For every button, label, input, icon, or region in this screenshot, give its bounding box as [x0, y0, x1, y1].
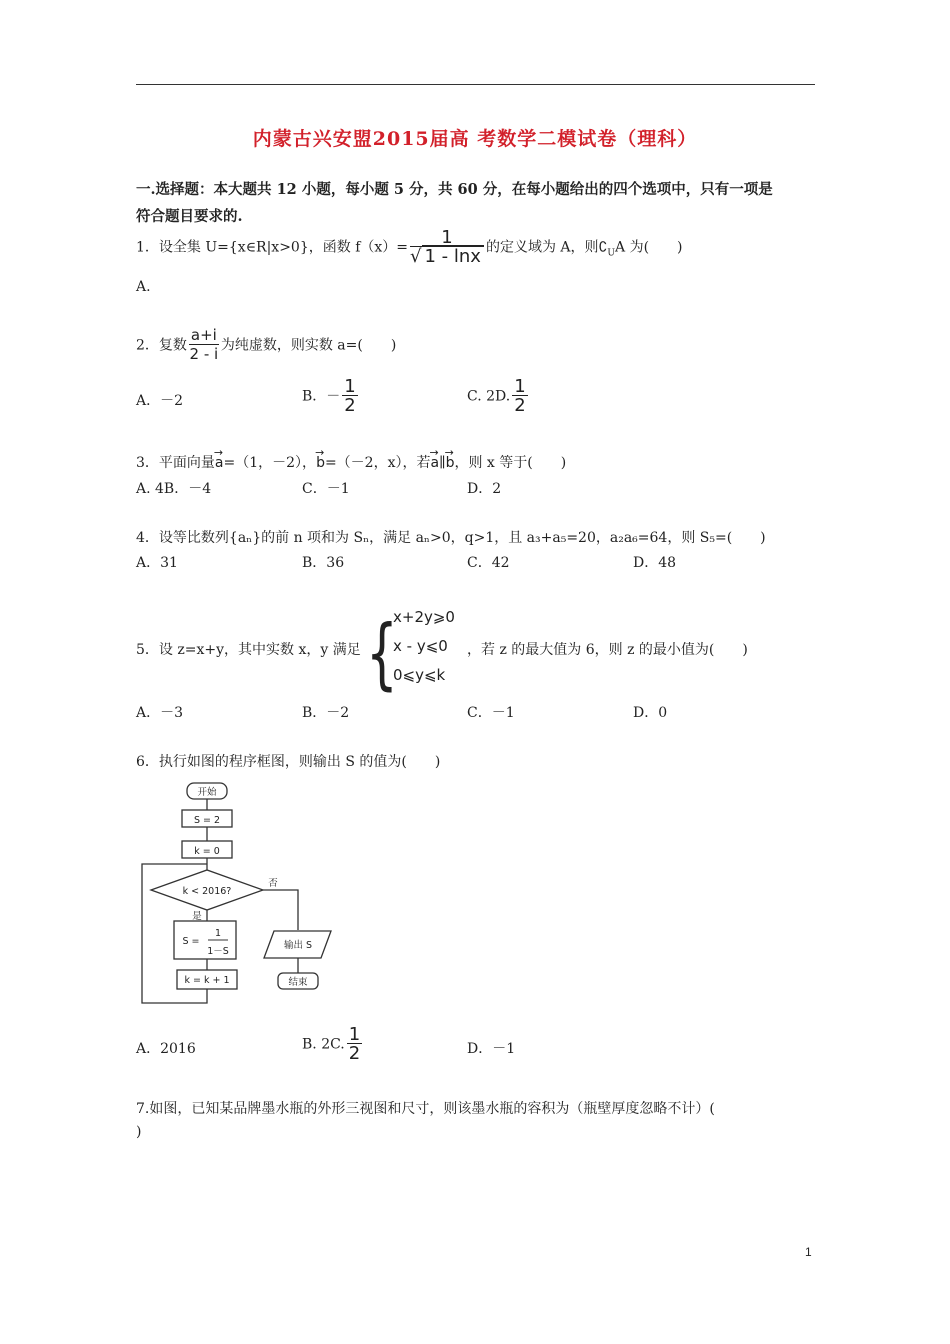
q3-vector-a: → a	[215, 455, 224, 471]
q2-option-cd-label: C. 2D.	[467, 388, 511, 405]
flow-assign-label: S =	[182, 936, 200, 947]
q6-option-c-num: 1	[348, 1024, 361, 1045]
flow-inc-label: k = k + 1	[184, 975, 230, 986]
q2-fraction	[189, 327, 219, 364]
q5-option-c: C．－1	[467, 705, 515, 721]
q2-option-b-den: 2	[344, 395, 356, 416]
section-heading-line2: 符合题目要求的.	[136, 208, 243, 225]
q2-stem-post: 为纯虚数，则实数 a=( )	[220, 337, 397, 354]
q5-brace: {	[366, 608, 398, 699]
q5-option-a: A．－3	[136, 705, 184, 721]
q6-option-a: A．2016	[136, 1041, 196, 1057]
q6-option-bc-label: B. 2C.	[302, 1036, 345, 1053]
flow-no-label: 否	[268, 878, 278, 889]
q4-option-d: D．48	[633, 555, 677, 571]
q2-stem-pre: 2．复数	[136, 337, 187, 354]
header-rule	[136, 84, 815, 85]
q3-vector-a-2: → a	[431, 455, 440, 471]
q1-stem-pre: 1．设全集 U={x∈R|x>0}，函数 f（x）=	[136, 239, 409, 256]
q2-option-b-num: 1	[344, 376, 356, 397]
q6-option-bc	[302, 1026, 364, 1063]
flow-yes-label: 是	[192, 911, 202, 922]
q3-vector-b: → b	[316, 455, 325, 471]
q6-option-c-fraction	[347, 1026, 362, 1063]
q1-stem-post: 的定义域为 A，则∁	[485, 239, 608, 256]
q2-frac-numerator: a+i	[190, 326, 217, 344]
flow-output-label: 输出 S	[283, 940, 313, 951]
q3-option-c: C．－1	[302, 481, 350, 497]
q5-constraint-1: x+2y⩾0	[393, 608, 455, 626]
q2-option-b-fraction	[342, 378, 357, 415]
q6-option-c-den: 2	[348, 1043, 361, 1064]
flowchart	[136, 778, 356, 1014]
q3-stem-part1: 3．平面向量	[136, 455, 215, 471]
q5-constraint-2: x - y⩽0	[393, 637, 448, 655]
flow-condition-label: k < 2016?	[182, 886, 232, 897]
flow-s-label: S = 2	[193, 815, 221, 826]
q5-stem-post: ，若 z 的最大值为 6，则 z 的最小值为( )	[467, 642, 748, 658]
question-2	[136, 327, 396, 364]
q2-option-d-num: 1	[514, 376, 526, 397]
q3-option-d: D．2	[467, 481, 502, 497]
q5-option-d: D．0	[633, 705, 668, 721]
q5-constraint-3: 0⩽y⩽k	[393, 666, 446, 684]
q5-stem-pre: 5．设 z=x+y，其中实数 x，y 满足	[136, 642, 361, 658]
q3-parallel: ∥	[439, 455, 446, 471]
page-title: 内蒙古兴安盟2015届高 考数学二模试卷（理科）	[252, 128, 698, 150]
q2-option-b-label: B．－	[302, 388, 341, 405]
question-6: 6．执行如图的程序框图，则输出 S 的值为( )	[136, 754, 441, 770]
q2-option-d-fraction	[512, 378, 527, 415]
flow-k-label: k = 0	[194, 846, 220, 857]
q2-option-b	[302, 378, 360, 415]
flow-assign-den: 1－S	[207, 946, 229, 957]
question-7-line1: 7.如图，已知某品牌墨水瓶的外形三视图和尺寸，则该墨水瓶的容积为（瓶壁厚度忽略不计）(	[136, 1101, 715, 1117]
q1-subscript: U	[607, 248, 616, 259]
q4-option-a: A．31	[136, 555, 178, 571]
q6-option-d: D．－1	[467, 1041, 516, 1057]
q1-fraction: $\frac{1}{√ 1 - \ln x}$	[410, 229, 484, 266]
q1-frac-denominator: 1 - lnx	[422, 245, 484, 267]
q2-frac-denominator: 2 - i	[189, 345, 219, 363]
question-7-line2: )	[136, 1124, 142, 1140]
question-4: 4．设等比数列{aₙ}的前 n 项和为 Sₙ，满足 aₙ>0，q>1，且 a₃+a₅=20，a₂a₆=64，则 S₅=( )	[136, 530, 766, 546]
q3-stem-part5: ，则 x 等于( )	[454, 455, 567, 471]
q2-option-a: A．－2	[136, 393, 184, 409]
question-1	[136, 229, 683, 266]
q2-option-d-den: 2	[514, 395, 526, 416]
q3-stem-part2: =（1，－2），	[223, 455, 317, 471]
flow-end-label: 结束	[288, 977, 308, 988]
q3-vector-b-2: → b	[446, 455, 455, 471]
q1-option-a: A.	[136, 279, 151, 295]
question-3	[136, 452, 566, 472]
q4-option-c: C．42	[467, 555, 510, 571]
page-number: 1	[805, 1245, 812, 1259]
q5-option-b: B．－2	[302, 705, 350, 721]
q1-frac-numerator: 1	[410, 229, 484, 247]
q4-option-b: B．36	[302, 555, 345, 571]
section-heading-line1: 一.选择题：本大题共 12 小题，每小题 5 分，共 60 分，在每小题给出的四个选项中，只有一项是	[136, 181, 773, 198]
q3-stem-part3: =（－2，x），若	[324, 455, 431, 471]
q2-option-cd	[467, 378, 530, 415]
q1-stem-post2: A 为( )	[615, 239, 683, 256]
flow-start-label: 开始	[197, 787, 217, 798]
flow-assign-num: 1	[214, 928, 222, 939]
q3-option-ab: A. 4B．－4	[136, 481, 212, 497]
